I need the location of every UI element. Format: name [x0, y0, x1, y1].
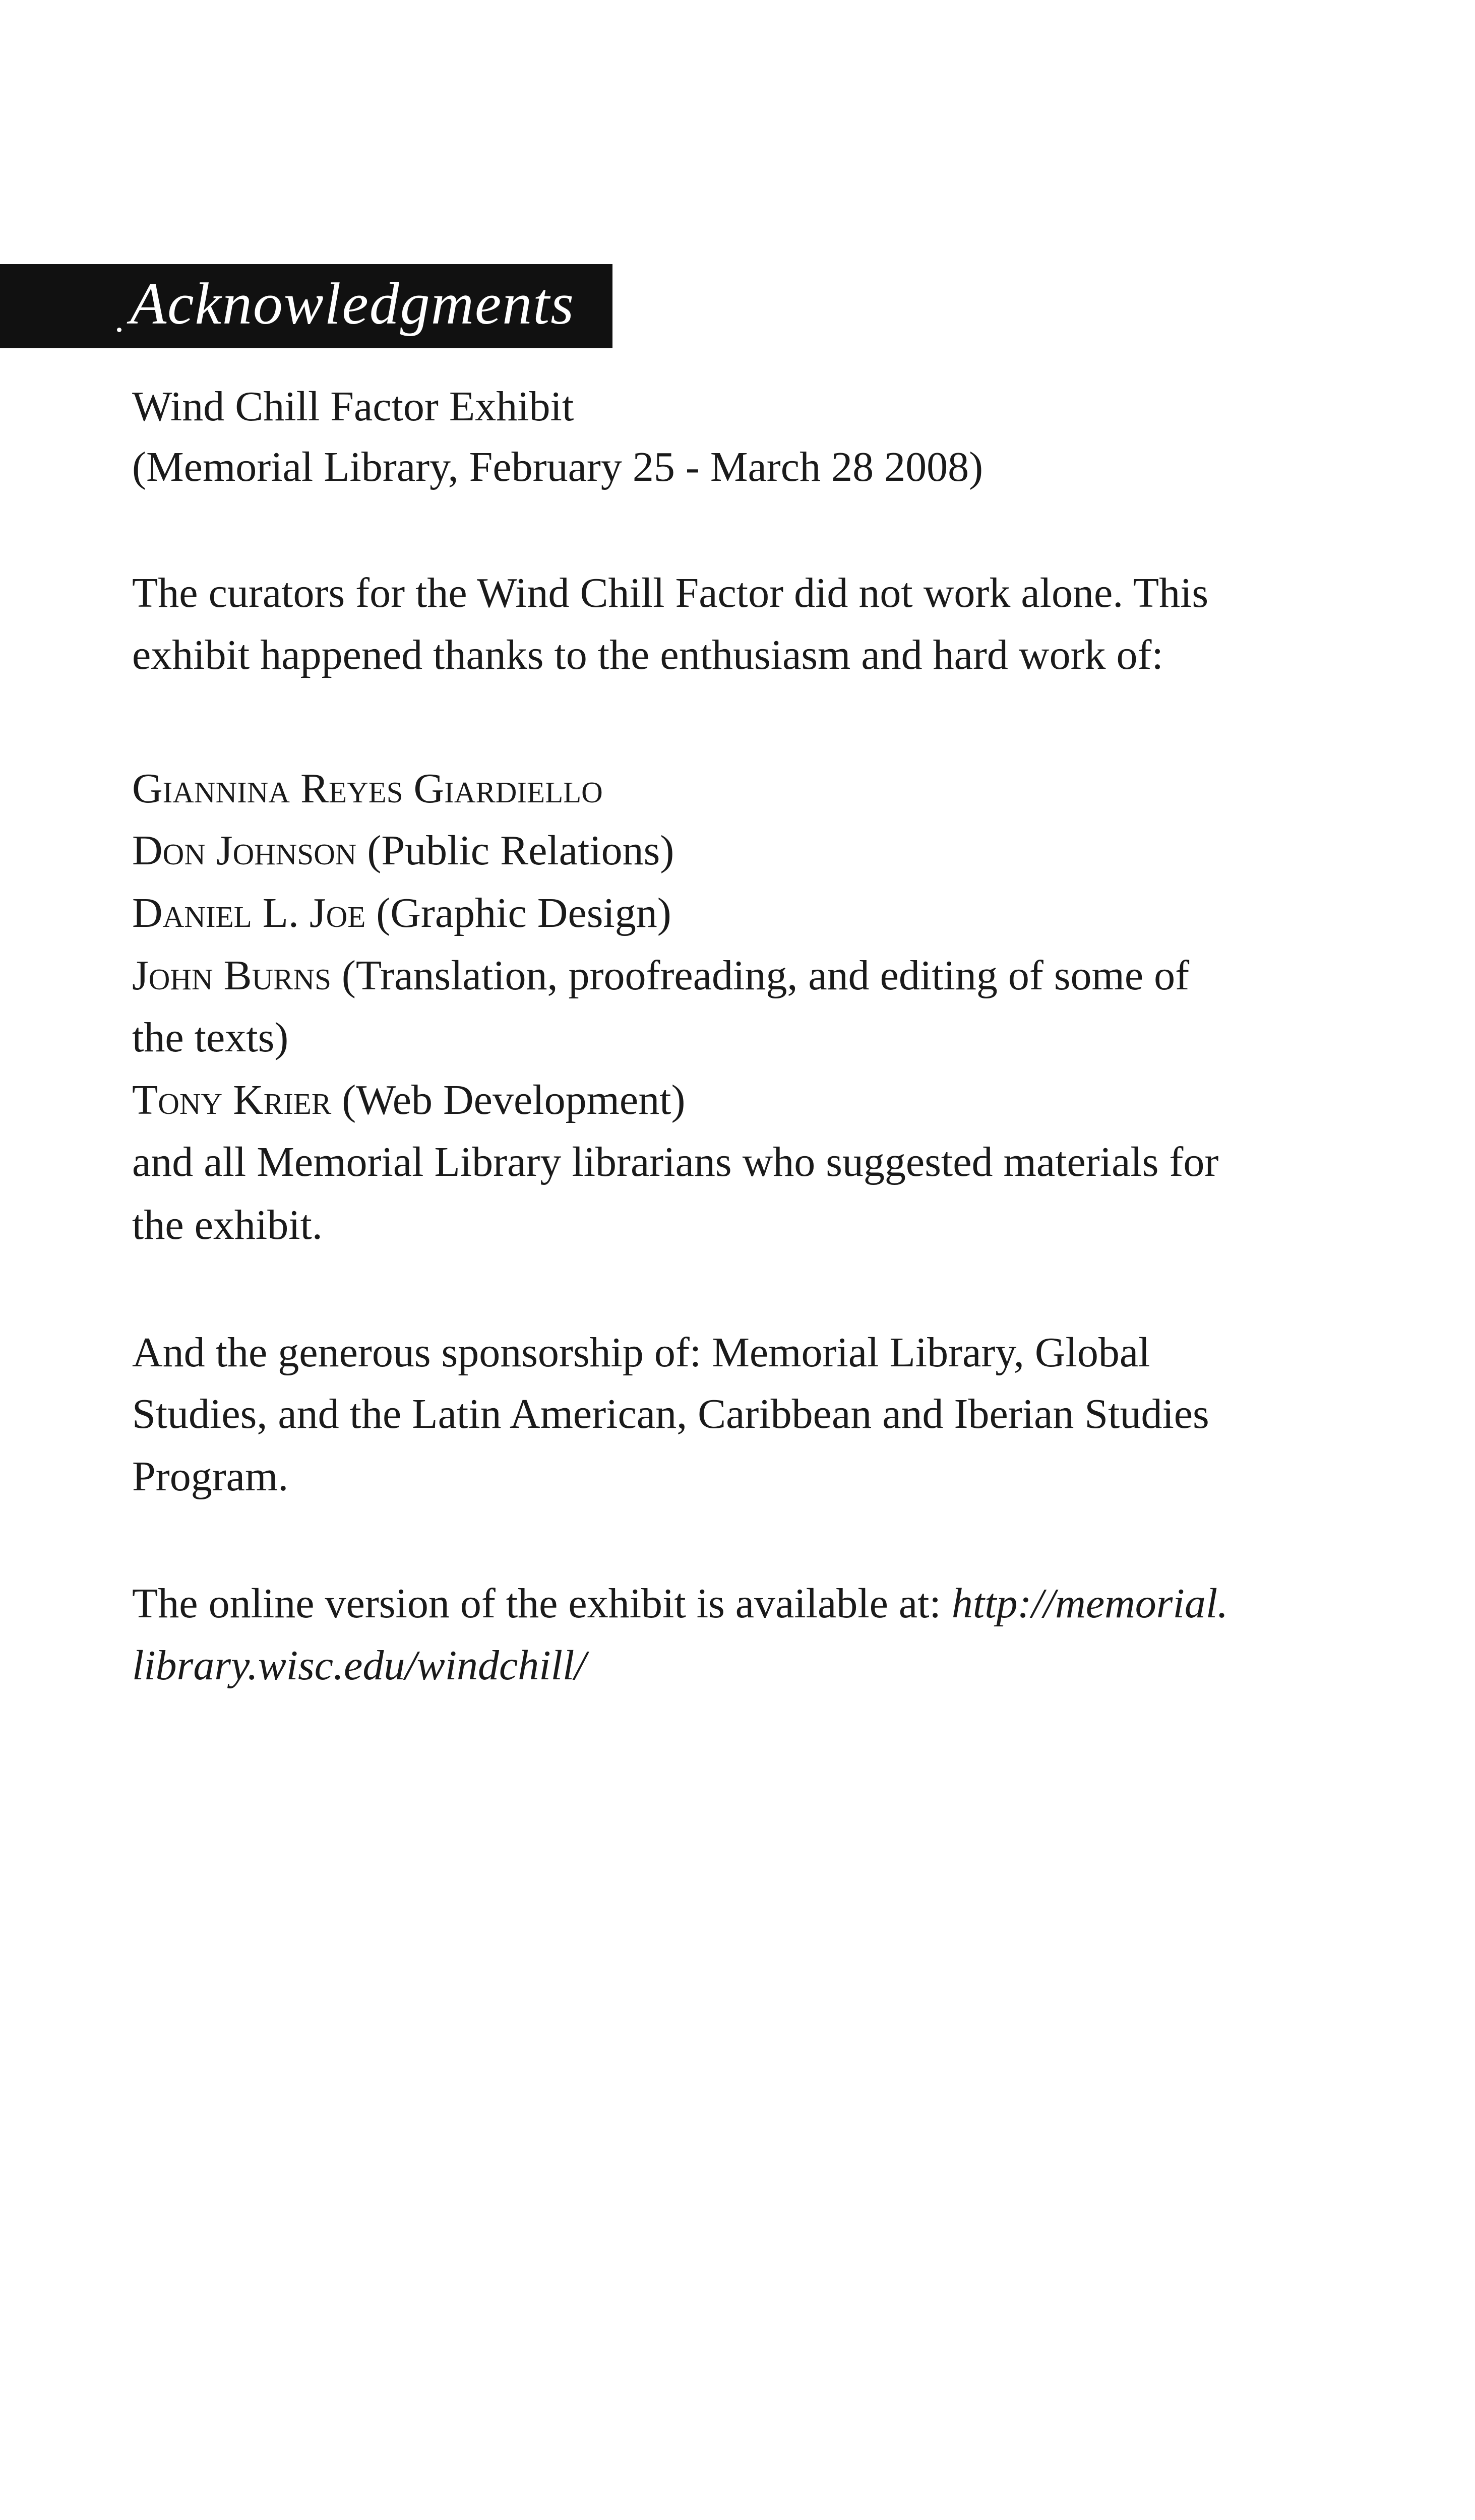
contributor-role: (Translation, proofreading, and editing of some of: [331, 952, 1190, 999]
contributor-role: (Web Development): [331, 1077, 686, 1123]
intro-line-2: exhibit happened thanks to the enthusiasm and hard work of:: [132, 632, 1163, 678]
exhibit-url-part-2[interactable]: library.wisc.edu/windchill/: [132, 1642, 586, 1689]
librarians-line-1: and all Memorial Library librarians who suggested materials for: [132, 1139, 1219, 1185]
contributor-name: Don Johnson: [132, 827, 357, 874]
exhibit-url-part-1[interactable]: http://memorial.: [951, 1580, 1228, 1627]
page-title: Acknowledgments: [130, 271, 575, 337]
online-line-1: [132, 1579, 1228, 1629]
contributor-name: Tony Krier: [132, 1077, 332, 1123]
exhibit-venue-dates: (Memorial Library, February 25 - March 28 2008): [132, 444, 984, 490]
contributor-role: (Public Relations): [356, 827, 674, 874]
contributor-name: John Burns: [132, 952, 331, 999]
sponsorship-line-2: Studies, and the Latin American, Caribbean and Iberian Studies: [132, 1391, 1209, 1437]
contributor-name: Daniel L. Joe: [132, 890, 366, 936]
contributor-line: [132, 888, 671, 938]
contributor-line: [132, 826, 674, 876]
contributor-role-continued: the texts): [132, 1014, 289, 1061]
contributor-line: [132, 951, 1189, 1001]
online-prefix: The online version of the exhibit is available at:: [132, 1580, 952, 1627]
librarians-line-2: the exhibit.: [132, 1202, 323, 1248]
contributor-line: [132, 764, 603, 814]
contributor-line: [132, 1075, 686, 1125]
contributor-role: (Graphic Design): [365, 890, 671, 936]
sponsorship-line-3: Program.: [132, 1453, 289, 1500]
sponsorship-line-1: And the generous sponsorship of: Memorial Library, Global: [132, 1329, 1150, 1376]
exhibit-name: Wind Chill Factor Exhibit: [132, 383, 574, 430]
heading-bullet-dot: [117, 328, 121, 332]
contributor-name: Giannina Reyes Giardiello: [132, 765, 603, 812]
intro-line-1: The curators for the Wind Chill Factor did not work alone. This: [132, 570, 1209, 616]
